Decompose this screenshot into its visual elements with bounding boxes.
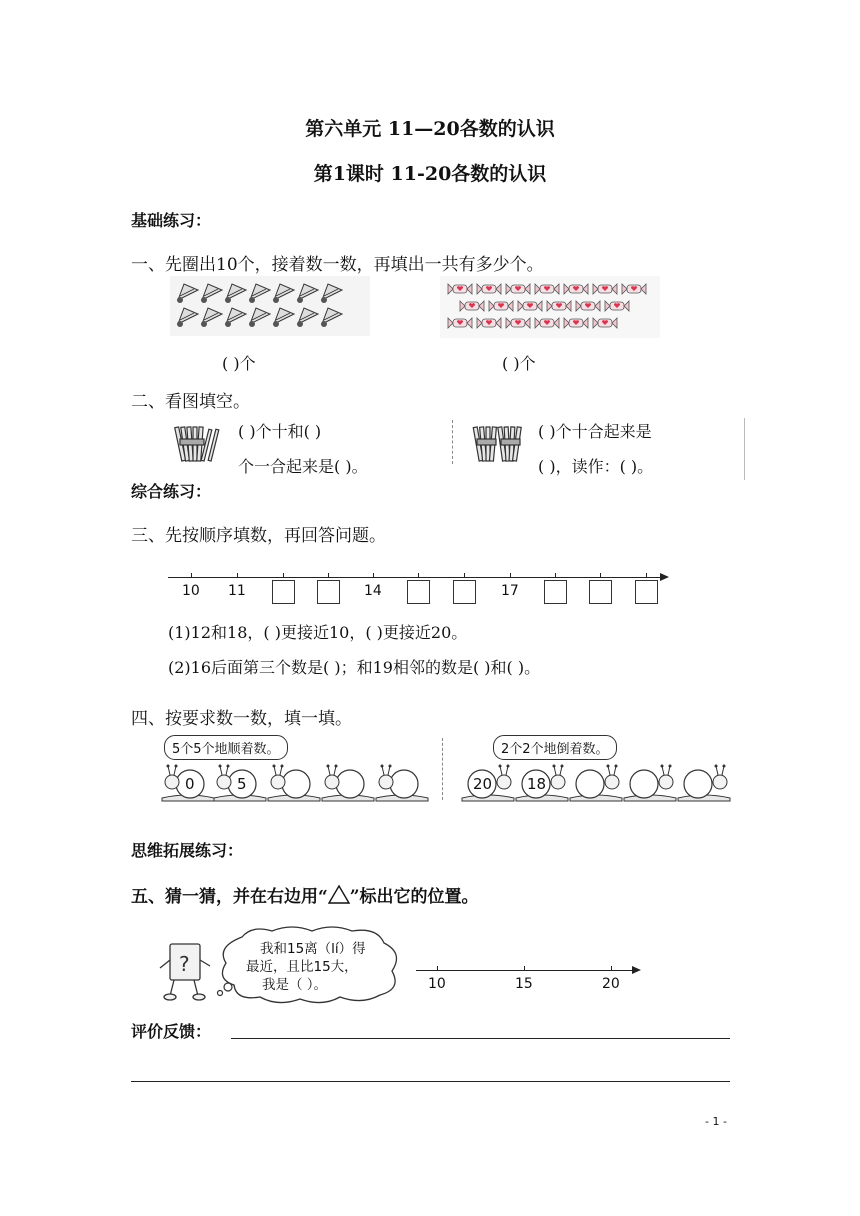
snail[interactable] (374, 760, 430, 802)
snail[interactable] (320, 760, 376, 802)
q2-right-line1[interactable]: ( )个十合起来是 (538, 422, 652, 441)
snail[interactable] (622, 760, 678, 802)
snail-number: 5 (237, 775, 247, 793)
cloud-line1: 我和15离（lí）得 (260, 941, 366, 957)
q2-prompt: 二、看图填空。 (131, 392, 250, 412)
q3-tick (191, 573, 192, 577)
cloud-line2: 最近，且比15大， (246, 959, 358, 975)
snail[interactable] (514, 760, 570, 802)
q1-prompt: 一、先圈出10个，接着数一数，再填出一共有多少个。 (131, 255, 544, 275)
q3-tick (283, 573, 284, 577)
q3-tick (237, 573, 238, 577)
q3-blank-box[interactable] (317, 580, 340, 604)
q2-left-line1[interactable]: ( )个十和( ) (238, 422, 322, 441)
q3-number-label: 11 (228, 583, 246, 599)
unit-title: 第六单元 11—20各数的认识 (305, 118, 555, 140)
q1-answer-right[interactable]: ( )个 (502, 354, 536, 373)
snail-number: 0 (185, 775, 195, 793)
feedback-label: 评价反馈： (131, 1022, 212, 1041)
snail[interactable] (676, 760, 732, 802)
snail[interactable] (160, 760, 216, 802)
q5-tick (524, 966, 525, 970)
q5-tick-label: 10 (428, 976, 446, 992)
q4-right-bubble: 2个2个地倒着数。 (493, 735, 617, 760)
snail[interactable] (212, 760, 268, 802)
q3-blank-box[interactable] (272, 580, 295, 604)
q4-left-bubble: 5个5个地顺着数。 (164, 735, 288, 760)
q2-left-line2[interactable]: 个一合起来是( )。 (238, 457, 368, 476)
q3-sub1[interactable]: (1)12和18，( )更接近10，( )更接近20。 (168, 623, 468, 642)
page-number: - 1 - (705, 1115, 727, 1128)
q3-arrow-icon (660, 572, 670, 582)
snail-number: 20 (473, 775, 493, 793)
q3-tick (555, 573, 556, 577)
q2-right-line2[interactable]: ( )，读作：( )。 (538, 457, 654, 476)
q4-divider (442, 738, 443, 800)
section-basic: 基础练习： (131, 211, 212, 230)
q3-prompt: 三、先按顺序填数，再回答问题。 (131, 526, 386, 546)
lesson-title: 第1课时 11-20各数的认识 (313, 163, 547, 185)
stick-bundle-left (172, 423, 224, 467)
q3-sub2[interactable]: (2)16后面第三个数是( )；和19相邻的数是( )和( )。 (168, 658, 541, 677)
stick-bundle-right (472, 423, 528, 467)
q2-divider (452, 420, 453, 464)
q3-blank-box[interactable] (635, 580, 658, 604)
triangle-icon (328, 884, 350, 904)
q3-number-label: 10 (182, 583, 200, 599)
q5-prompt-start: 五、猜一猜，并在右边用“ (131, 887, 328, 907)
q5-tick (437, 966, 438, 970)
q5-tick-label: 15 (515, 976, 533, 992)
snail[interactable] (568, 760, 624, 802)
candy-picture (440, 276, 660, 338)
q3-blank-box[interactable] (407, 580, 430, 604)
q3-tick (510, 573, 511, 577)
q5-number-line (416, 970, 634, 971)
q3-tick (373, 573, 374, 577)
shuttlecock-picture (170, 276, 370, 336)
q3-tick (646, 573, 647, 577)
q3-tick (418, 573, 419, 577)
q5-arrow-icon (632, 965, 642, 975)
feedback-line-2[interactable] (131, 1081, 730, 1082)
q3-tick (328, 573, 329, 577)
feedback-line-1[interactable] (231, 1038, 730, 1039)
snail[interactable] (266, 760, 322, 802)
q2-right-edge (744, 418, 745, 480)
q3-number-label: 17 (501, 583, 519, 599)
q3-blank-box[interactable] (544, 580, 567, 604)
section-comprehensive: 综合练习： (131, 482, 212, 501)
q5-prompt (131, 882, 479, 907)
q3-tick (600, 573, 601, 577)
card-mark: ? (179, 952, 190, 976)
q5-tick-label: 20 (602, 976, 620, 992)
q3-blank-box[interactable] (453, 580, 476, 604)
q5-tick (611, 966, 612, 970)
q3-blank-box[interactable] (589, 580, 612, 604)
question-card-character (158, 938, 214, 1002)
q3-tick (464, 573, 465, 577)
snail-number: 18 (527, 775, 547, 793)
cloud-line3[interactable]: 我是（ ）。 (262, 977, 328, 993)
section-extension: 思维拓展练习： (131, 841, 244, 860)
snail[interactable] (460, 760, 516, 802)
q4-prompt: 四、按要求数一数，填一填。 (131, 709, 352, 729)
q1-answer-left[interactable]: ( )个 (222, 354, 256, 373)
q5-prompt-end: ”标出它的位置。 (349, 887, 479, 907)
q3-number-line (168, 577, 662, 578)
q3-number-label: 14 (364, 583, 382, 599)
